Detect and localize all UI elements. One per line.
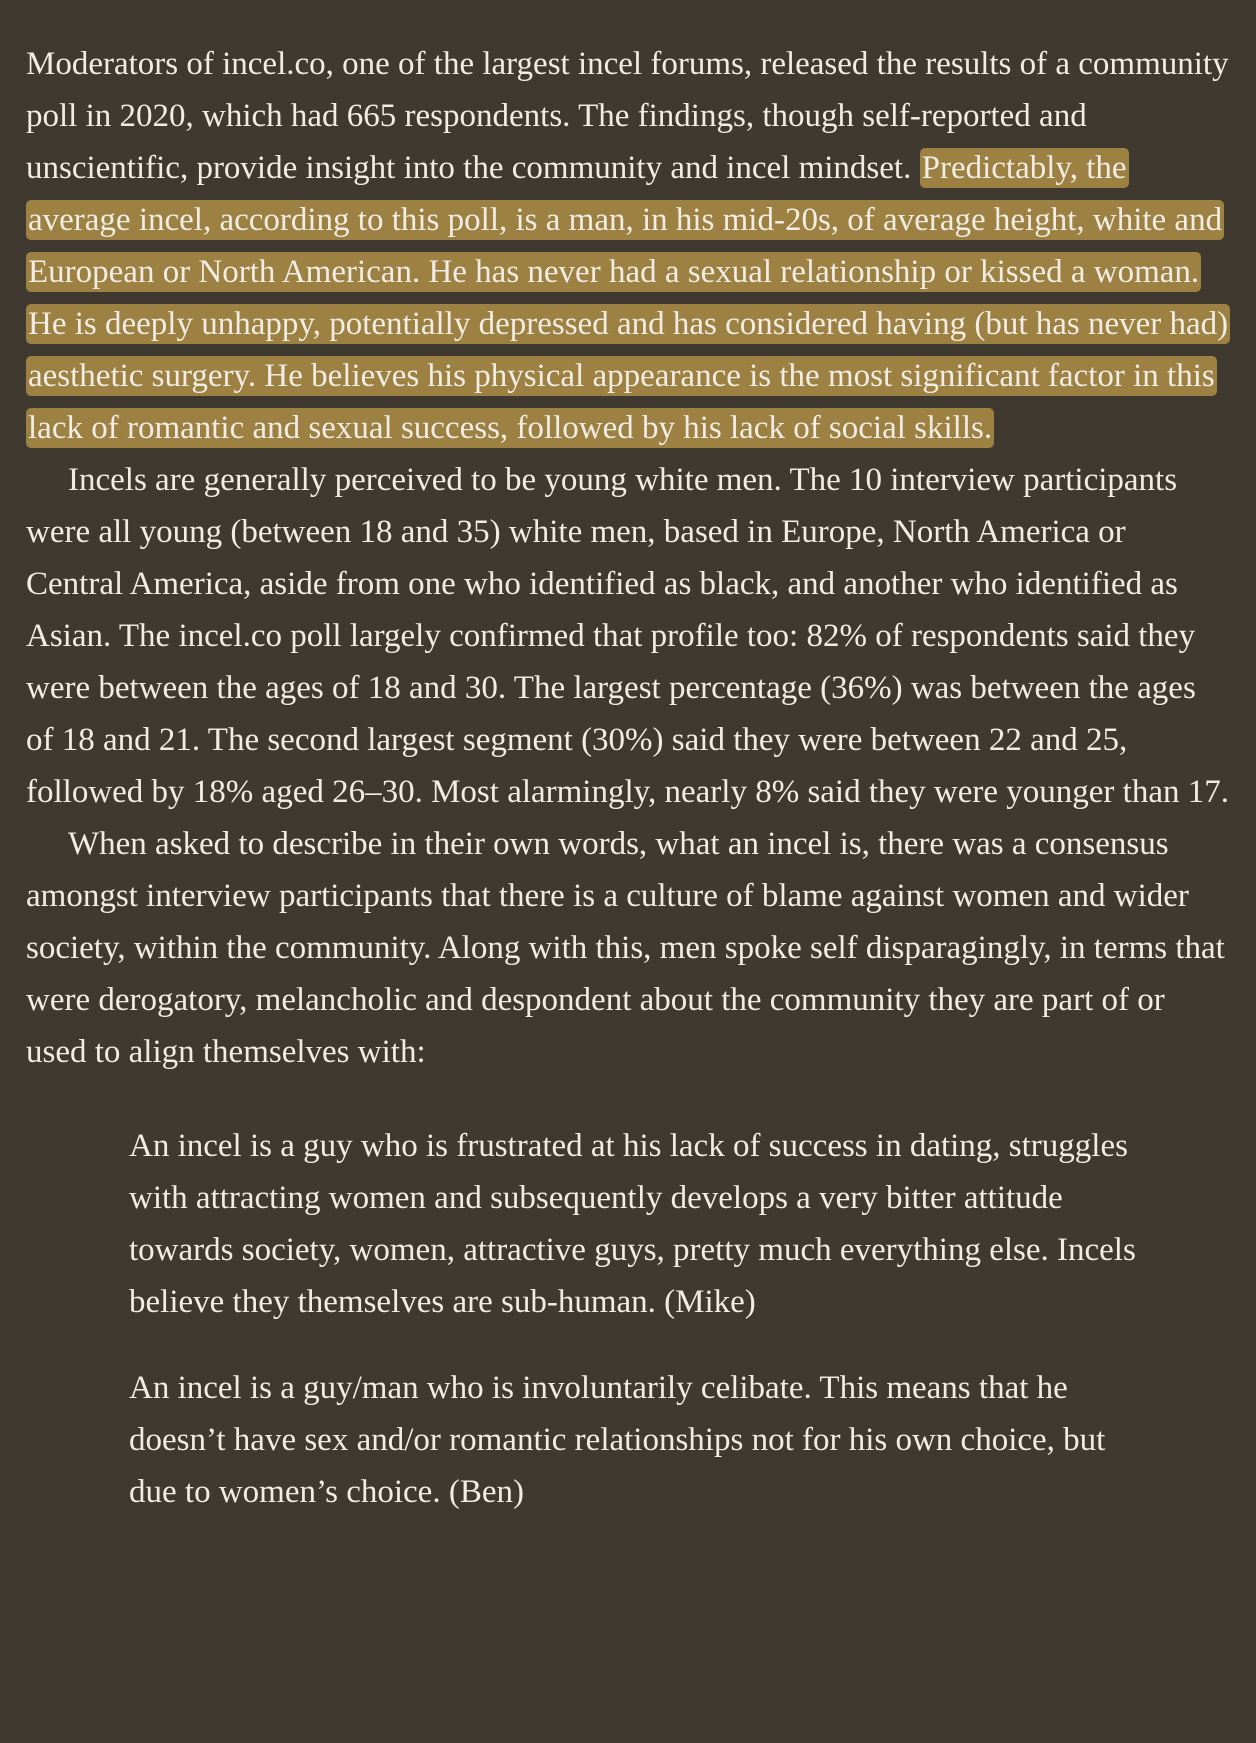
paragraph-poll xyxy=(26,38,1230,454)
paragraph-poll-lead: Moderators of incel.co, one of the largest incel forums, released the results of a community poll in 2020, which had 665 respondents. The findings, though self-reported and unscientific, provide insight into the community and incel mindset. xyxy=(26,46,1229,186)
block-quote-mike: An incel is a guy who is frustrated at his lack of success in dating, struggles with attracting women and subsequently develops a very bitter attitude towards society, women, attractive guys, pretty much everything else. Incels believe they themselves are sub-human. (Mike) xyxy=(129,1128,1136,1320)
block-quote-ben: An incel is a guy/man who is involuntarily celibate. This means that he doesn’t have sex and/or romantic relationships not for his own choice, but due to women’s choice. (Ben) xyxy=(129,1370,1106,1510)
paragraph-interviews: When asked to describe in their own words, what an incel is, there was a consensus amongst interview participants that there is a culture of blame against women and wider society, within the community. Along with this, men spoke self disparagingly, in terms that were derogatory, melancholic and despondent about the community they are part of or used to align themselves with: xyxy=(26,826,1225,1070)
highlighted-passage[interactable]: Predictably, the average incel, according to this poll, is a man, in his mid-20s, of average height, white and European or North American. He has never had a sexual relationship or kissed a woman. He is deeply unhappy, potentially depressed and has considered having (but has never had) aesthetic surgery. He believes his physical appearance is the most significant factor in this lack of romantic and sexual success, followed by his lack of social skills. xyxy=(28,150,1229,446)
paragraph-demographics: Incels are generally perceived to be young white men. The 10 interview participants were all young (between 18 and 35) white men, based in Europe, North America or Central America, aside from one who identified as black, and another who identified as Asian. The incel.co poll largely confirmed that profile too: 82% of respondents said they were between the ages of 18 and 30. The largest percentage (36%) was between the ages of 18 and 21. The second largest segment (30%) said they were between 22 and 25, followed by 18% aged 26–30. Most alarmingly, nearly 8% said they were younger than 17. xyxy=(26,462,1229,810)
